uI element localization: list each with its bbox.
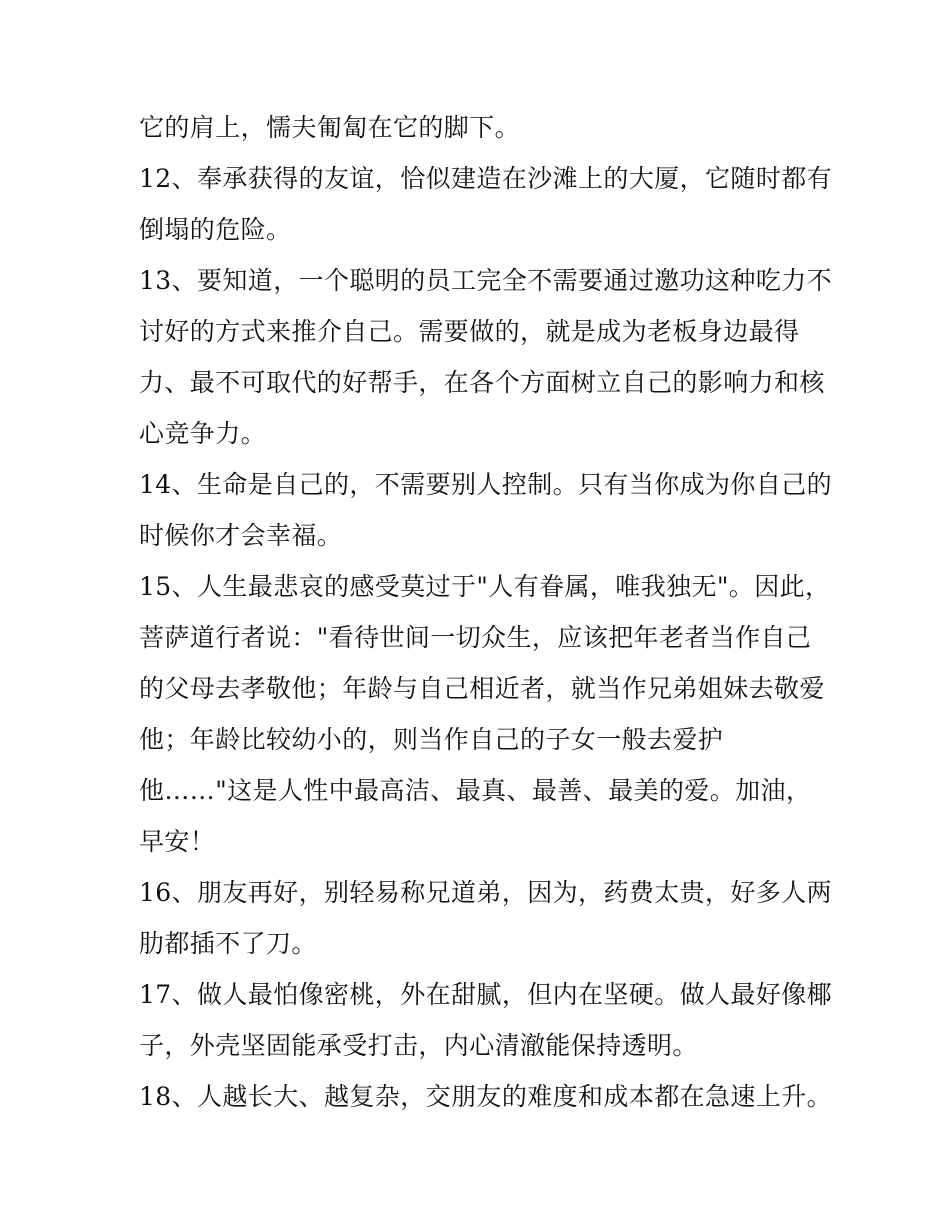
text-line: 菩萨道行者说："看待世间一切众生，应该把年老者当作自己 (139, 623, 812, 652)
text-line: 肋都插不了刀。 (139, 929, 317, 958)
text-line: 17、做人最怕像密桃，外在甜腻，但内在坚硬。做人最好像椰 (139, 980, 833, 1009)
text-line: 讨好的方式来推介自己。需要做的，就是成为老板身边最得 (139, 317, 800, 346)
text-line: 14、生命是自己的，不需要别人控制。只有当你成为你自己的 (139, 470, 833, 499)
text-line: 倒塌的危险。 (139, 215, 292, 244)
text-line: 18、人越长大、越复杂，交朋友的难度和成本都在急速上升。 (139, 1082, 833, 1111)
text-line: 时候你才会幸福。 (139, 521, 343, 550)
text-line: 心竞争力。 (139, 419, 267, 448)
text-line: 13、要知道，一个聪明的员工完全不需要通过邀功这种吃力不 (139, 266, 833, 295)
text-line: 15、人生最悲哀的感受莫过于"人有眷属，唯我独无"。因此， (139, 572, 831, 601)
text-line: 子，外壳坚固能承受打击，内心清澈能保持透明。 (139, 1031, 698, 1060)
text-line: 的父母去孝敬他；年龄与自己相近者，就当作兄弟姐妹去敬爱 (139, 674, 825, 703)
text-line: 他……"这是人性中最高洁、最真、最善、最美的爱。加油， (139, 776, 812, 805)
text-line: 它的肩上，懦夫匍匐在它的脚下。 (139, 113, 521, 142)
text-line: 16、朋友再好，别轻易称兄道弟，因为，药费太贵，好多人两 (139, 878, 833, 907)
text-line: 力、最不可取代的好帮手，在各个方面树立自己的影响力和核 (139, 368, 825, 397)
text-line: 12、奉承获得的友谊，恰似建造在沙滩上的大厦，它随时都有 (139, 164, 833, 193)
text-line: 早安！ (139, 827, 216, 856)
text-line: 他；年龄比较幼小的，则当作自己的子女一般去爱护 (139, 725, 724, 754)
